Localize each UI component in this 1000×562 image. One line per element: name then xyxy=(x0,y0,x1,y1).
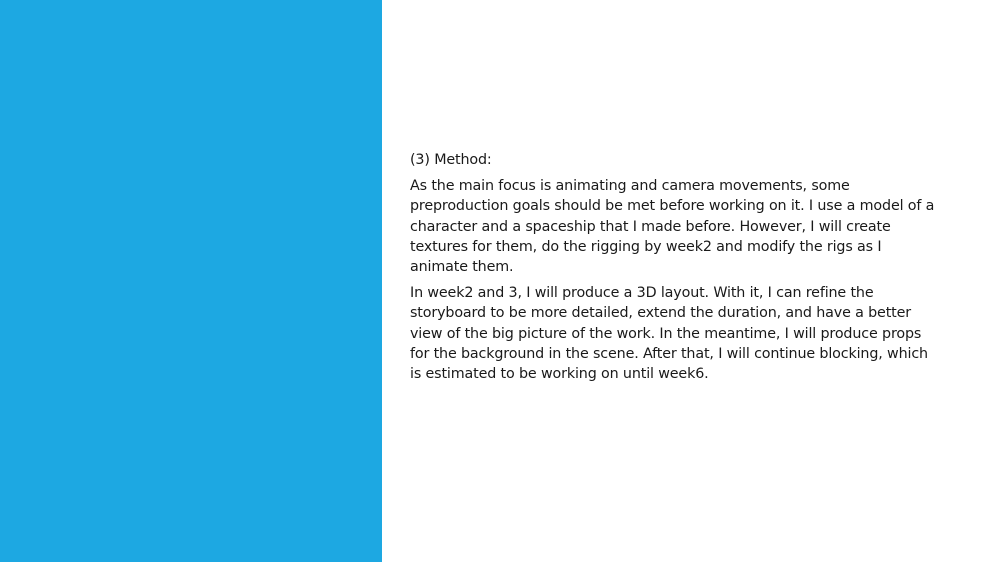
paragraph-preproduction: As the main focus is animating and camera movements, some preproduction goals should be met before working on it. I use a model of a character and a spaceship that I made before. However, I will create textures for them, do the rigging by week2 and modify the rigs as I animate them. xyxy=(410,178,935,276)
section-heading: (3) Method: xyxy=(410,152,492,168)
accent-panel xyxy=(0,0,382,562)
text-body xyxy=(410,150,935,390)
paragraph-layout: In week2 and 3, I will produce a 3D layout. With it, I can refine the storyboard to be more detailed, extend the duration, and have a better view of the big picture of the work. In the meantime, I will produce props for the background in the scene. After that, I will continue blocking, which is estimated to be working on until week6. xyxy=(410,285,928,383)
